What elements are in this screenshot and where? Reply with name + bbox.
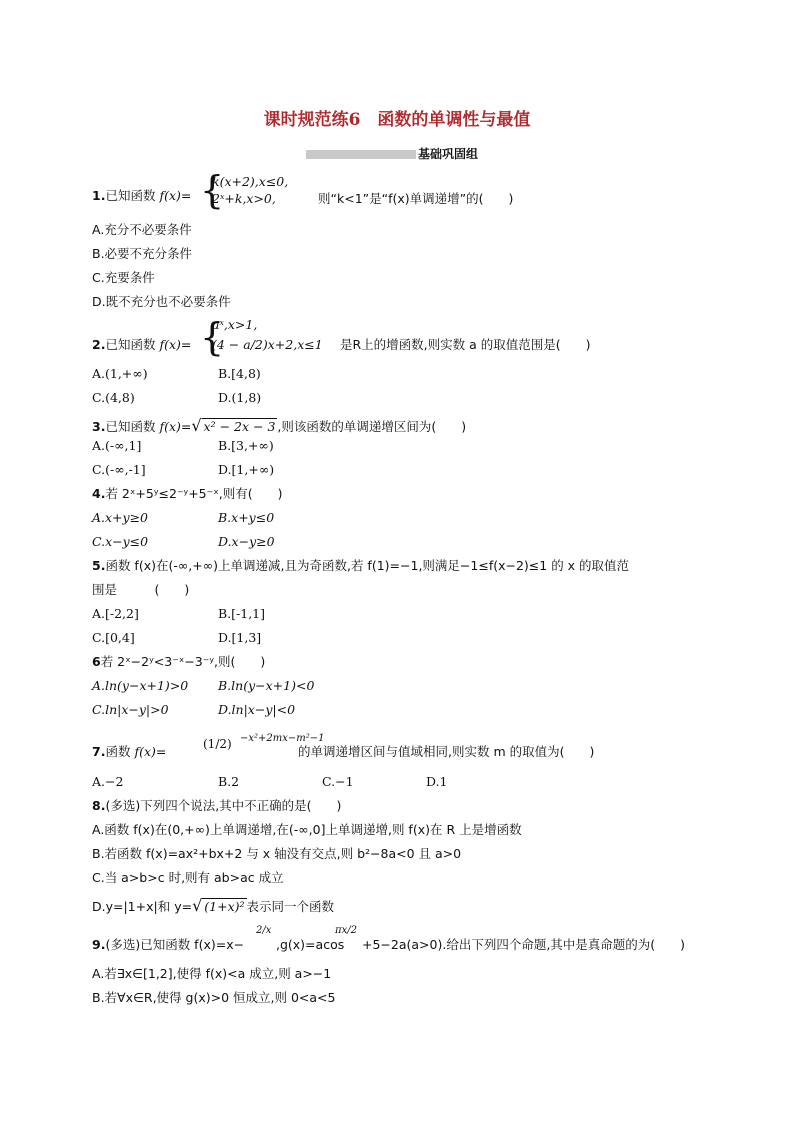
q2-option-a: A.(1,+∞) <box>92 366 148 381</box>
q8-number: 8. <box>92 798 106 813</box>
q9-frac1: 2/x <box>256 925 272 936</box>
q1-option-a: A.充分不必要条件 <box>92 222 192 237</box>
q9-option-a: A.若∃x∈[1,2],使得 f(x)<a 成立,则 a>−1 <box>92 966 332 981</box>
q7-stem-tail: 的单调递增区间与值域相同,则实数 m 的取值为( ) <box>298 744 595 759</box>
q2-case2: (4 − a/2)x+2,x≤1 <box>212 337 323 352</box>
sqrt-symbol: √ <box>191 416 202 435</box>
q8-option-a: A.函数 f(x)在(0,+∞)上单调递增,在(-∞,0]上单调递增,则 f(x)在 R 上是增函数 <box>92 822 522 837</box>
q7-base: (1/2) <box>203 737 232 751</box>
q3-option-b: B.[3,+∞) <box>218 438 274 453</box>
q2-brace: { <box>200 315 225 359</box>
q3-radicand: x² − 2x − 3 <box>203 419 276 434</box>
q5-option-c: C.[0,4] <box>92 630 135 645</box>
q5-option-b: B.[-1,1] <box>218 606 266 621</box>
q2-option-d: D.(1,8) <box>218 390 262 405</box>
q3-option-a: A.(-∞,1] <box>92 438 142 453</box>
q7-option-c: C.−1 <box>322 774 354 789</box>
q6-option-c: C.ln|x−y|>0 <box>92 702 169 717</box>
q7-option-a: A.−2 <box>92 774 124 789</box>
q2-case1: aˣ,x>1, <box>212 317 258 332</box>
q3-option-d: D.[1,+∞) <box>218 462 275 477</box>
q9-stem-c: +5−2a(a>0).给出下列四个命题,其中是真命题的为( ) <box>362 937 686 952</box>
q6-stem: 6若 2ˣ−2ʸ<3⁻ˣ−3⁻ʸ,则( ) <box>92 654 266 669</box>
q3-option-c: C.(-∞,-1] <box>92 462 146 477</box>
q4-number: 4. <box>92 486 106 501</box>
section-bar <box>306 150 416 159</box>
q9-stem-a: 9.(多选)已知函数 f(x)=x− <box>92 937 245 952</box>
q7-number: 7. <box>92 744 106 759</box>
q5-option-d: D.[1,3] <box>218 630 262 645</box>
q6-option-a: A.ln(y−x+1)>0 <box>92 678 189 693</box>
q1-stem-tail: 则“k<1”是“f(x)单调递增”的( ) <box>318 191 514 206</box>
q7-option-b: B.2 <box>218 774 240 789</box>
sqrt-symbol: √ <box>192 896 203 915</box>
q7-option-d: D.1 <box>426 774 448 789</box>
q8-option-c: C.当 a>b>c 时,则有 ab>ac 成立 <box>92 870 284 885</box>
q7-exponent: −x²+2mx−m²−1 <box>240 733 325 744</box>
q3-stem: 3.已知函数 f(x)=√ x² − 2x − 3 ,则该函数的单调递增区间为( ) <box>92 416 467 435</box>
q9-option-b: B.若∀x∈R,使得 g(x)>0 恒成立,则 0<a<5 <box>92 990 336 1005</box>
q6-option-d: D.ln|x−y|<0 <box>218 702 296 717</box>
q2-stem: 2.已知函数 f(x)= <box>92 337 192 352</box>
q5-stem: 5.函数 f(x)在(-∞,+∞)上单调递减,且为奇函数,若 f(1)=−1,则满足−1≤f(x−2)≤1 的 x 的取值范 <box>92 558 630 573</box>
q8-option-b: B.若函数 f(x)=ax²+bx+2 与 x 轴没有交点,则 b²−8a<0 且 a>0 <box>92 846 462 861</box>
q2-stem-tail: 是R上的增函数,则实数 a 的取值范围是( ) <box>340 337 591 352</box>
q1-option-b: B.必要不充分条件 <box>92 246 193 261</box>
q4-option-a: A.x+y≥0 <box>92 510 149 525</box>
q2-option-b: B.[4,8) <box>218 366 261 381</box>
q7-stem: 7.函数 f(x)= <box>92 744 167 759</box>
q4-option-c: C.x−y≤0 <box>92 534 149 549</box>
q4-stem: 4.若 2ˣ+5ʸ≤2⁻ʸ+5⁻ˣ,则有( ) <box>92 486 283 501</box>
q8-stem: 8.(多选)下列四个说法,其中不正确的是( ) <box>92 798 342 813</box>
q4-option-d: D.x−y≥0 <box>218 534 275 549</box>
q6-option-b: B.ln(y−x+1)<0 <box>218 678 315 693</box>
q1-option-c: C.充要条件 <box>92 270 155 285</box>
q1-case2: 2ˣ+k,x>0, <box>212 191 276 206</box>
q1-number: 1. <box>92 188 106 203</box>
q1-case1: k(x+2),x≤0, <box>212 174 289 189</box>
q8-radicand: (1+x)² <box>204 899 245 914</box>
q1-option-d: D.既不充分也不必要条件 <box>92 294 231 309</box>
section-label: 基础巩固组 <box>418 147 479 161</box>
q5-stem-line2: 围是 ( ) <box>92 582 190 597</box>
q9-stem-b: ,g(x)=acos <box>276 937 345 952</box>
q4-option-b: B.x+y≤0 <box>218 510 275 525</box>
q1-brace: { <box>200 168 225 212</box>
q9-number: 9. <box>92 937 106 952</box>
q1-stem: 1.已知函数 f(x)= <box>92 188 192 203</box>
q2-option-c: C.(4,8) <box>92 390 135 405</box>
q2-number: 2. <box>92 337 106 352</box>
q8-option-d: D.y=|1+x|和 y=√ (1+x)² 表示同一个函数 <box>92 896 335 915</box>
q5-option-a: A.[-2,2] <box>92 606 139 621</box>
q9-frac2: πx/2 <box>335 925 357 936</box>
page-title: 课时规范练6 函数的单调性与最值 <box>263 110 531 130</box>
q6-number: 6 <box>92 654 101 669</box>
q3-number: 3. <box>92 419 106 434</box>
q5-number: 5. <box>92 558 106 573</box>
